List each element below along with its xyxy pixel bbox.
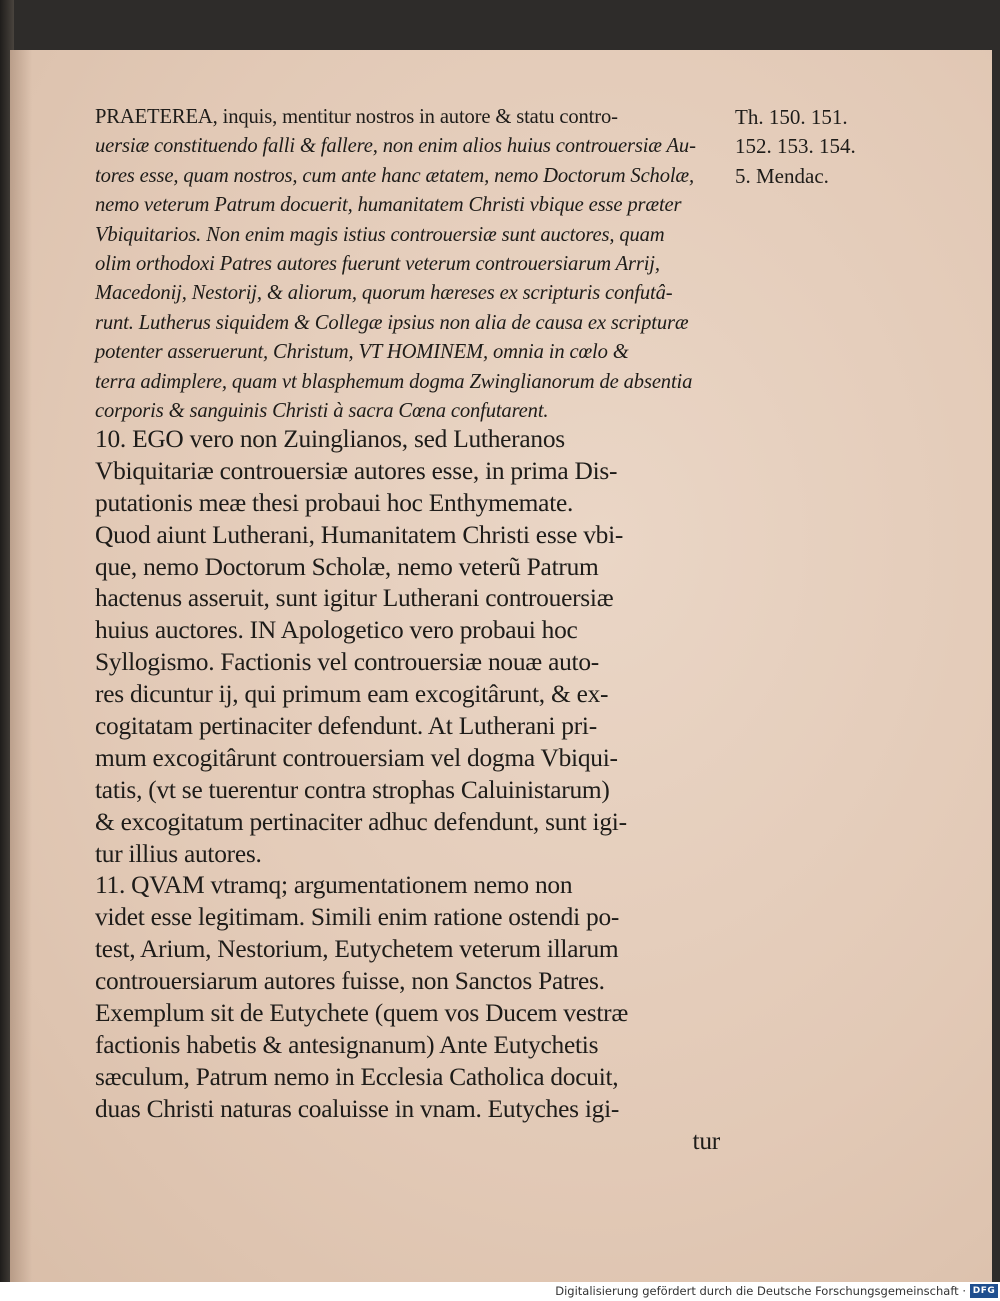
margin-note-line: Th. 150. 151. (735, 105, 848, 129)
margin-note-line: 152. 153. 154. (735, 134, 856, 159)
text-line: sæculum, Patrum nemo in Ecclesia Catholica docuit, (95, 1062, 619, 1091)
text-line: videt esse legitimam. Simili enim ratione ostendi po- (95, 903, 620, 932)
text-line: factionis habetis & antesignanum) Ante Eutychetis (95, 1030, 599, 1059)
text-line: test, Arium, Nestorium, Eutychetem veterum illarum (95, 935, 619, 964)
text-line: 11. QVAM vtramq; argumentationem nemo non (95, 871, 573, 900)
text-line: que, nemo Doctorum Scholæ, nemo veterũ Patrum (95, 552, 599, 581)
margin-note (735, 103, 860, 191)
text-line: tur illius autores. (95, 839, 262, 868)
text-line: PRAETEREA, inquis, mentitur nostros in autore & statu contro- (95, 106, 618, 128)
text-line: Quod aiunt Lutherani, Humanitatem Christi esse vbi- (95, 520, 624, 549)
margin-note-line: 5. Mendac. (735, 163, 829, 188)
text-line: Syllogismo. Factionis vel controuersiæ nouæ auto- (95, 648, 599, 677)
text-line: controuersiarum autores fuisse, non Sanctos Patres. (95, 967, 605, 996)
quoted-passage (95, 103, 727, 426)
text-line: corporis & sanguinis Christi à sacra Cœna confutarent. (95, 399, 549, 422)
text-line: potenter asseruerunt, Christum, VT HOMINEM, omnia in cœlo & (95, 341, 629, 364)
text-line: & excogitatum pertinaciter adhuc defendunt, sunt igi- (95, 807, 627, 836)
text-line: huius auctores. IN Apologetico vero probaui hoc (95, 616, 578, 645)
text-line: duas Christi naturas coaluisse in vnam. Eutyches igi- (95, 1094, 620, 1123)
text-line: hactenus asseruit, sunt igitur Lutherani controuersiæ (95, 584, 614, 613)
text-line: Exemplum sit de Eutychete (quem vos Ducem vestræ (95, 999, 629, 1028)
page-gutter-shadow (10, 50, 32, 1282)
catchword: tur (692, 1126, 720, 1155)
text-line: runt. Lutherus siquidem & Collegæ ipsius non alia de causa ex scripturæ (95, 311, 689, 334)
text-line: mum excogitârunt controuersiam vel dogma Vbiqui- (95, 743, 618, 772)
text-line: 10. EGO vero non Zuinglianos, sed Lutheranos (95, 425, 565, 453)
funding-credit: Digitalisierung gefördert durch die Deutsche Forschungsgemeinschaft · (555, 1284, 966, 1298)
text-line: Vbiquitariæ controuersiæ autores esse, in prima Dis- (95, 456, 618, 485)
main-text (95, 424, 720, 1157)
text-line: Macedonij, Nestorij, & aliorum, quorum hæreses ex scripturis confutâ- (95, 282, 673, 305)
text-line: Vbiquitarios. Non enim magis istius controuersiæ sunt auctores, quam (95, 223, 665, 246)
text-line: tores esse, quam nostros, cum ante hanc ætatem, nemo Doctorum Scholæ, (95, 164, 695, 187)
text-line: nemo veterum Patrum docuerit, humanitatem Christi vbique esse præter (95, 194, 682, 217)
text-line: terra adimplere, quam vt blasphemum dogma Zwinglianorum de absentia (95, 370, 693, 393)
text-line: res dicuntur ij, qui primum eam excogitârunt, & ex- (95, 680, 609, 709)
text-line: olim orthodoxi Patres autores fuerunt veterum controuersiarum Arrij, (95, 252, 660, 275)
text-line: putationis meæ thesi probaui hoc Enthymemate. (95, 488, 574, 517)
text-line: cogitatam pertinaciter defendunt. At Lutherani pri- (95, 712, 597, 741)
text-line: tatis, (vt se tuerentur contra strophas Caluinistarum) (95, 775, 610, 804)
text-line: uersiæ constituendo falli & fallere, non enim alios huius controuersiæ Au- (95, 135, 696, 158)
dfg-logo: DFG (970, 1284, 998, 1298)
